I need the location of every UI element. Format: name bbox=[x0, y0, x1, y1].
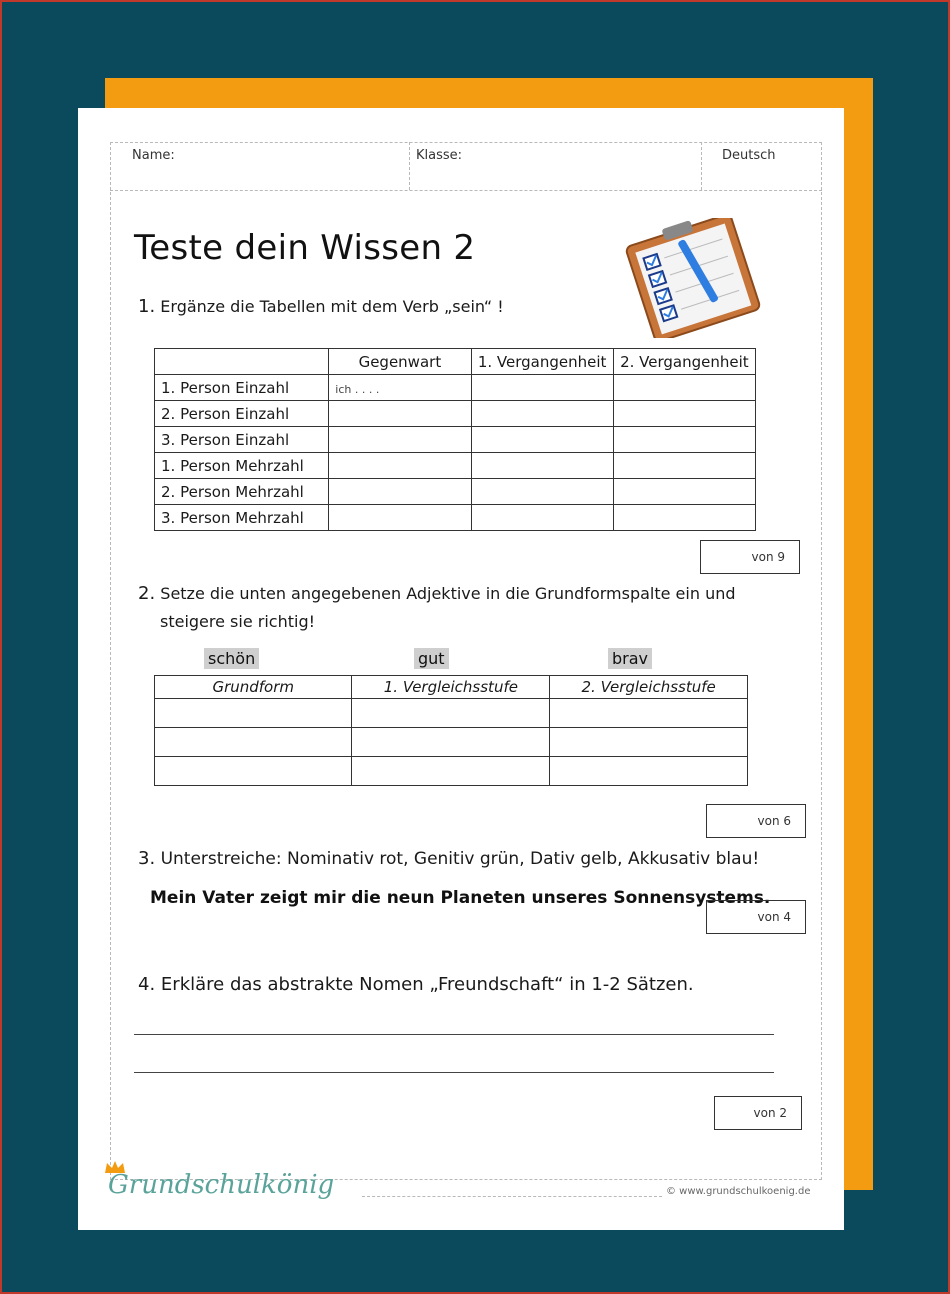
footer-divider bbox=[362, 1196, 662, 1197]
task3-instruction bbox=[138, 848, 759, 869]
answer-cell[interactable] bbox=[329, 505, 471, 531]
task3-score-label: von 4 bbox=[757, 910, 791, 924]
task1-text: Ergänze die Tabellen mit dem Verb „sein“ ! bbox=[160, 297, 504, 316]
table-header: Gegenwart bbox=[329, 349, 471, 375]
answer-line[interactable] bbox=[134, 1072, 774, 1073]
answer-cell[interactable] bbox=[329, 401, 471, 427]
task1-score-box[interactable] bbox=[700, 540, 800, 574]
subject-label: Deutsch bbox=[722, 148, 776, 163]
task3-text: Unterstreiche: Nominativ rot, Genitiv grün, Dativ gelb, Akkusativ blau! bbox=[160, 849, 760, 869]
table-header-row bbox=[155, 349, 756, 375]
answer-cell[interactable] bbox=[329, 479, 471, 505]
answer-cell[interactable] bbox=[613, 479, 755, 505]
adjective-word: gut bbox=[414, 648, 449, 669]
table-header: 2. Vergleichsstufe bbox=[550, 676, 748, 699]
row-label: 1. Person Mehrzahl bbox=[155, 453, 329, 479]
answer-line[interactable] bbox=[134, 1034, 774, 1035]
table-row bbox=[155, 375, 756, 401]
task2-number: 2. bbox=[138, 583, 156, 604]
answer-cell[interactable] bbox=[155, 757, 352, 786]
table-header: 1. Vergangenheit bbox=[471, 349, 613, 375]
answer-cell[interactable] bbox=[471, 479, 613, 505]
table-row bbox=[155, 699, 748, 728]
task4-text: Erkläre das abstrakte Nomen „Freundschaft“ in 1-2 Sätzen. bbox=[160, 974, 694, 995]
header-row bbox=[110, 142, 822, 191]
table-header: 2. Vergangenheit bbox=[613, 349, 755, 375]
table-row bbox=[155, 505, 756, 531]
answer-cell[interactable] bbox=[329, 427, 471, 453]
answer-cell[interactable] bbox=[613, 375, 755, 401]
page-title: Teste dein Wissen 2 bbox=[134, 228, 476, 268]
task3-sentence: Mein Vater zeigt mir die neun Planeten unseres Sonnensystems. bbox=[150, 888, 771, 908]
answer-cell[interactable] bbox=[352, 757, 550, 786]
worksheet-page bbox=[78, 108, 844, 1230]
answer-cell[interactable] bbox=[155, 728, 352, 757]
class-field[interactable] bbox=[410, 142, 702, 190]
subject-field bbox=[702, 142, 822, 190]
task1-number: 1. bbox=[138, 296, 156, 317]
answer-cell[interactable] bbox=[471, 427, 613, 453]
name-field[interactable] bbox=[110, 142, 410, 190]
answer-cell[interactable] bbox=[352, 728, 550, 757]
clipboard-checklist-icon bbox=[618, 218, 768, 338]
answer-cell[interactable] bbox=[471, 453, 613, 479]
class-label: Klasse: bbox=[416, 148, 463, 163]
task2-score-box[interactable] bbox=[706, 804, 806, 838]
table-row bbox=[155, 479, 756, 505]
brand-logo: Grundschulkönig bbox=[108, 1170, 335, 1200]
answer-cell[interactable] bbox=[155, 699, 352, 728]
answer-cell[interactable] bbox=[550, 699, 748, 728]
copyright-text: © www.grundschulkoenig.de bbox=[666, 1186, 811, 1197]
task4-number: 4. bbox=[138, 974, 156, 995]
task2-score-label: von 6 bbox=[757, 814, 791, 828]
adjective-word: brav bbox=[608, 648, 652, 669]
row-label: 2. Person Mehrzahl bbox=[155, 479, 329, 505]
answer-cell[interactable] bbox=[352, 699, 550, 728]
table-row bbox=[155, 728, 748, 757]
adjective-word: schön bbox=[204, 648, 259, 669]
task4-score-box[interactable] bbox=[714, 1096, 802, 1130]
table-row bbox=[155, 401, 756, 427]
task2-text-line2: steigere sie richtig! bbox=[160, 612, 316, 631]
name-label: Name: bbox=[132, 148, 175, 163]
table-row bbox=[155, 427, 756, 453]
task3-score-box[interactable] bbox=[706, 900, 806, 934]
task4-instruction bbox=[138, 974, 694, 995]
table-header: 1. Vergleichsstufe bbox=[352, 676, 550, 699]
answer-cell[interactable] bbox=[471, 505, 613, 531]
answer-cell[interactable] bbox=[550, 757, 748, 786]
answer-cell[interactable] bbox=[613, 505, 755, 531]
row-label: 2. Person Einzahl bbox=[155, 401, 329, 427]
answer-cell[interactable] bbox=[613, 453, 755, 479]
table-header bbox=[155, 349, 329, 375]
answer-cell[interactable] bbox=[329, 453, 471, 479]
cell-hint: ich . . . . bbox=[335, 382, 380, 396]
answer-cell[interactable] bbox=[329, 375, 471, 401]
task4-score-label: von 2 bbox=[753, 1106, 787, 1120]
answer-cell[interactable] bbox=[613, 427, 755, 453]
answer-cell[interactable] bbox=[471, 401, 613, 427]
answer-cell[interactable] bbox=[550, 728, 748, 757]
task3-number: 3. bbox=[138, 848, 156, 869]
row-label: 3. Person Einzahl bbox=[155, 427, 329, 453]
task2-text-line1: Setze die unten angegebenen Adjektive in die Grundformspalte ein und bbox=[160, 584, 736, 603]
table-header: Grundform bbox=[155, 676, 352, 699]
row-label: 3. Person Mehrzahl bbox=[155, 505, 329, 531]
row-label: 1. Person Einzahl bbox=[155, 375, 329, 401]
task1-instruction bbox=[138, 296, 504, 317]
table-row bbox=[155, 757, 748, 786]
table-header-row bbox=[155, 676, 748, 699]
verb-table bbox=[154, 348, 756, 531]
task1-score-label: von 9 bbox=[751, 550, 785, 564]
task2-instruction bbox=[138, 580, 736, 636]
answer-cell[interactable] bbox=[613, 401, 755, 427]
table-row bbox=[155, 453, 756, 479]
adjective-table bbox=[154, 675, 748, 786]
answer-cell[interactable] bbox=[471, 375, 613, 401]
